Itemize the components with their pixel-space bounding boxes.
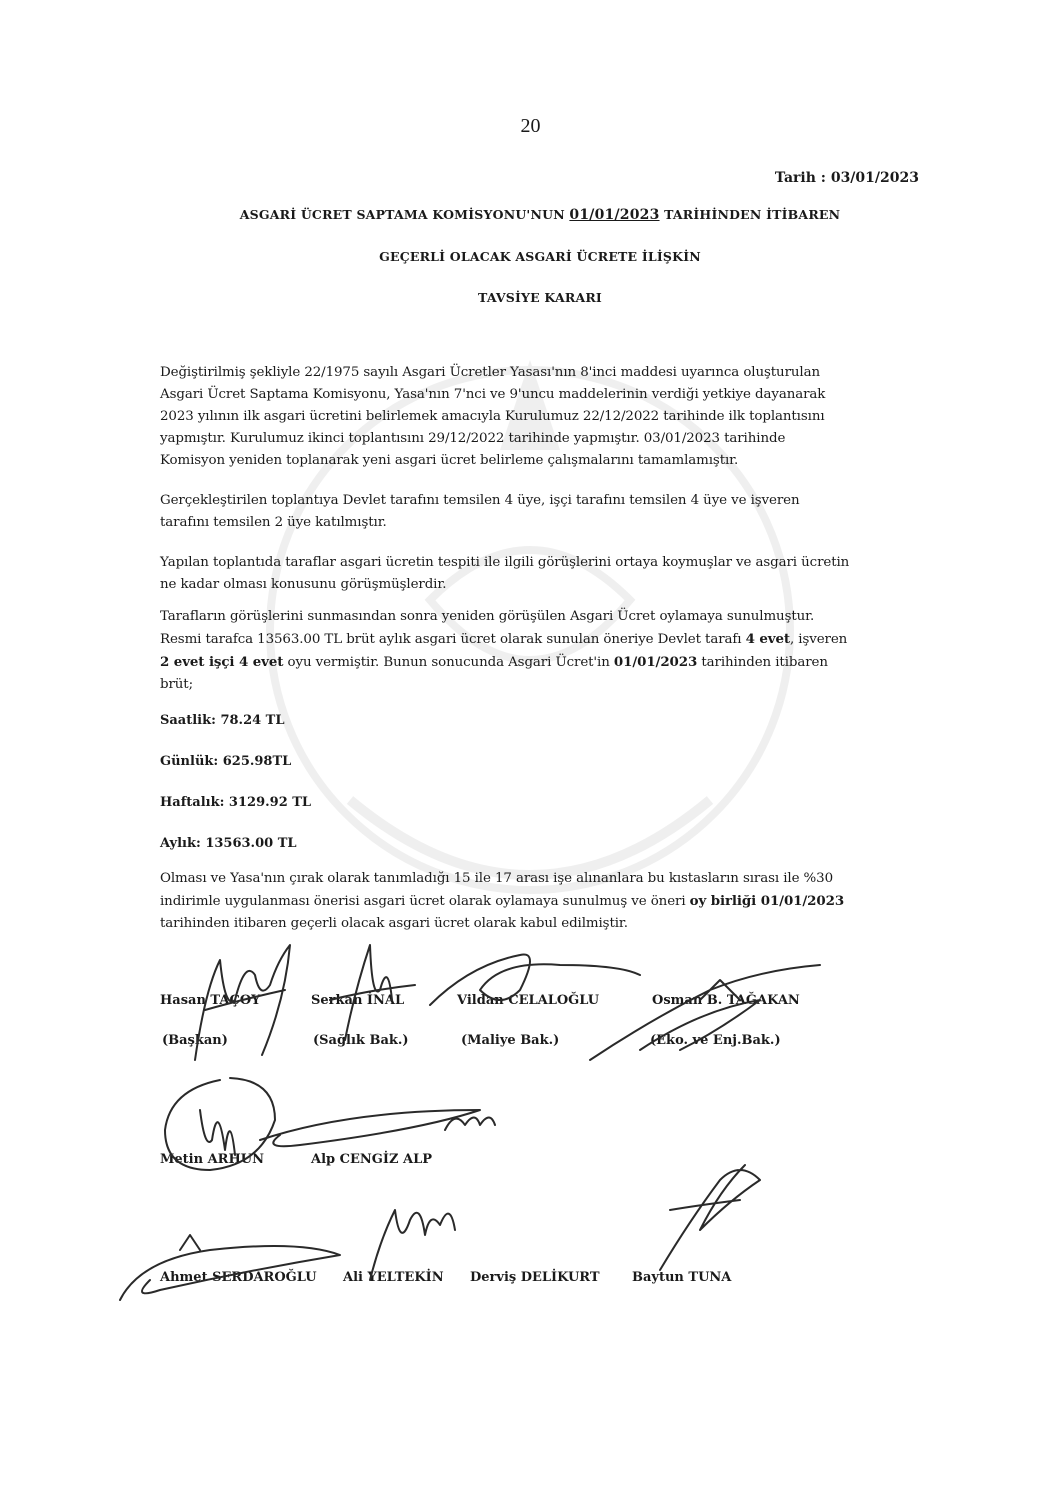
signatory-1-role: (Başkan) — [162, 1033, 228, 1048]
signatory-7-name: Ahmet SERDAROĞLU — [160, 1270, 317, 1285]
heading-line-3: TAVSİYE KARARI — [478, 290, 602, 305]
heading-line-1-start: ASGARİ ÜCRET SAPTAMA KOMİSYONU'NUN — [239, 207, 570, 222]
paragraph-4-line: Tarafların görüşlerini sunmasından sonra yeniden görüşülen Asgari Ücret oylamaya sunulmuştur. — [160, 609, 815, 624]
paragraph-5-line: Olması ve Yasa'nın çırak olarak tanımladığı 15 ile 17 arası işe alınanlara bu kıstasların sırası ile %30 — [160, 871, 834, 886]
text-run: indirimle uygulanması önerisi asgari ücret olarak oylamaya sunulmuş ve öneri — [160, 894, 690, 909]
text-run: , işveren — [789, 632, 848, 647]
signature-scribble-9 — [660, 1165, 760, 1270]
bold-run: 01/01/2023 — [613, 654, 698, 670]
paragraph-1-line: Komisyon yeniden toplanarak yeni asgari ücret belirleme çalışmalarını tamamlamıştır. — [160, 453, 739, 468]
paragraph-2 — [160, 490, 925, 534]
paragraph-1-line: 2023 yılının ilk asgari ücretini belirlemek amacıyla Kurulumuz 22/12/2022 tarihinde ilk toplantısını — [160, 409, 825, 424]
weekly-wage: Haftalık: 3129.92 TL — [160, 795, 312, 810]
signatory-2-role: (Sağlık Bak.) — [313, 1033, 409, 1048]
text-run: oyu vermiştir. Bunun sonucunda Asgari Ücret'in — [283, 655, 614, 670]
monthly-wage: Aylık: 13563.00 TL — [160, 836, 297, 851]
heading-line-1-end: TARİHİNDEN İTİBAREN — [659, 207, 841, 222]
heading-date: 01/01/2023 — [569, 207, 660, 223]
bold-run: oy birliği 01/01/2023 — [689, 893, 845, 909]
paragraph-3-line: ne kadar olması konusunu görüşmüşlerdir. — [160, 577, 447, 592]
paragraph-4-line — [160, 628, 925, 651]
paragraph-3-line: Yapılan toplantıda taraflar asgari ücretin tespiti ile ilgili görüşlerini ortaya koymuşlar ve asgari ücretin — [160, 555, 850, 570]
paragraph-5 — [160, 868, 925, 935]
bold-run: 4 evet — [745, 631, 790, 647]
document-date: Tarih : 03/01/2023 — [774, 170, 919, 186]
signatory-4-name: Osman B. TAĞAKAN — [652, 993, 800, 1008]
paragraph-5-line — [160, 890, 925, 913]
signatory-9-name: Derviş DELİKURT — [470, 1270, 600, 1285]
signatory-2-name: Serkan İNAL — [311, 993, 405, 1008]
daily-wage: Günlük: 625.98TL — [160, 754, 292, 769]
paragraph-1-line: Değiştirilmiş şekliyle 22/1975 sayılı Asgari Ücretler Yasası'nın 8'inci maddesi uyarınca oluşturulan — [160, 365, 820, 380]
paragraph-4-line — [160, 651, 925, 674]
paragraph-3 — [160, 552, 925, 596]
signatory-3-role: (Maliye Bak.) — [461, 1033, 560, 1048]
signatory-6-name: Alp CENGİZ ALP — [311, 1152, 432, 1167]
bold-run: 2 evet işçi 4 evet — [160, 654, 284, 670]
paragraph-5-line: tarihinden itibaren geçerli olacak asgari ücret olarak kabul edilmiştir. — [160, 916, 628, 931]
paragraph-1-line: Asgari Ücret Saptama Komisyonu, Yasa'nın 7'nci ve 9'uncu maddelerinin verdiği yetkiye dayanarak — [160, 387, 826, 402]
text-run: Resmi tarafca 13563.00 TL brüt aylık asgari ücret olarak sunulan öneriye Devlet tarafı — [160, 632, 746, 647]
signatory-1-name: Hasan TAÇOY — [160, 993, 261, 1008]
heading-line-2: GEÇERLİ OLACAK ASGARİ ÜCRETE İLİŞKİN — [379, 249, 701, 264]
paragraph-1 — [160, 362, 925, 472]
paragraph-2-line: Gerçekleştirilen toplantıya Devlet tarafını temsilen 4 üye, işçi tarafını temsilen 4 üye ve işveren — [160, 493, 800, 508]
text-run: tarihinden itibaren — [697, 655, 828, 670]
signatory-3-name: Vildan CELALOĞLU — [457, 993, 600, 1008]
hourly-wage: Saatlik: 78.24 TL — [160, 713, 285, 728]
signatory-4-role: (Eko. ve Enj.Bak.) — [650, 1033, 781, 1048]
signatory-10-name: Baytun TUNA — [632, 1270, 732, 1285]
paragraph-1-line: yapmıştır. Kurulumuz ikinci toplantısını 29/12/2022 tarihinde yapmıştır. 03/01/2023 tarihinde — [160, 431, 786, 446]
page-number: 20 — [520, 115, 541, 137]
paragraph-4-line: brüt; — [160, 677, 193, 692]
heading-line-1 — [0, 207, 1061, 223]
paragraph-4 — [160, 606, 925, 696]
signature-scribble-6 — [260, 1110, 495, 1146]
signature-scribble-7 — [120, 1235, 340, 1300]
paragraph-2-line: tarafını temsilen 2 üye katılmıştır. — [160, 515, 387, 530]
signatory-8-name: Ali YELTEKİN — [343, 1270, 444, 1285]
signatory-5-name: Metin ARHUN — [160, 1152, 264, 1167]
